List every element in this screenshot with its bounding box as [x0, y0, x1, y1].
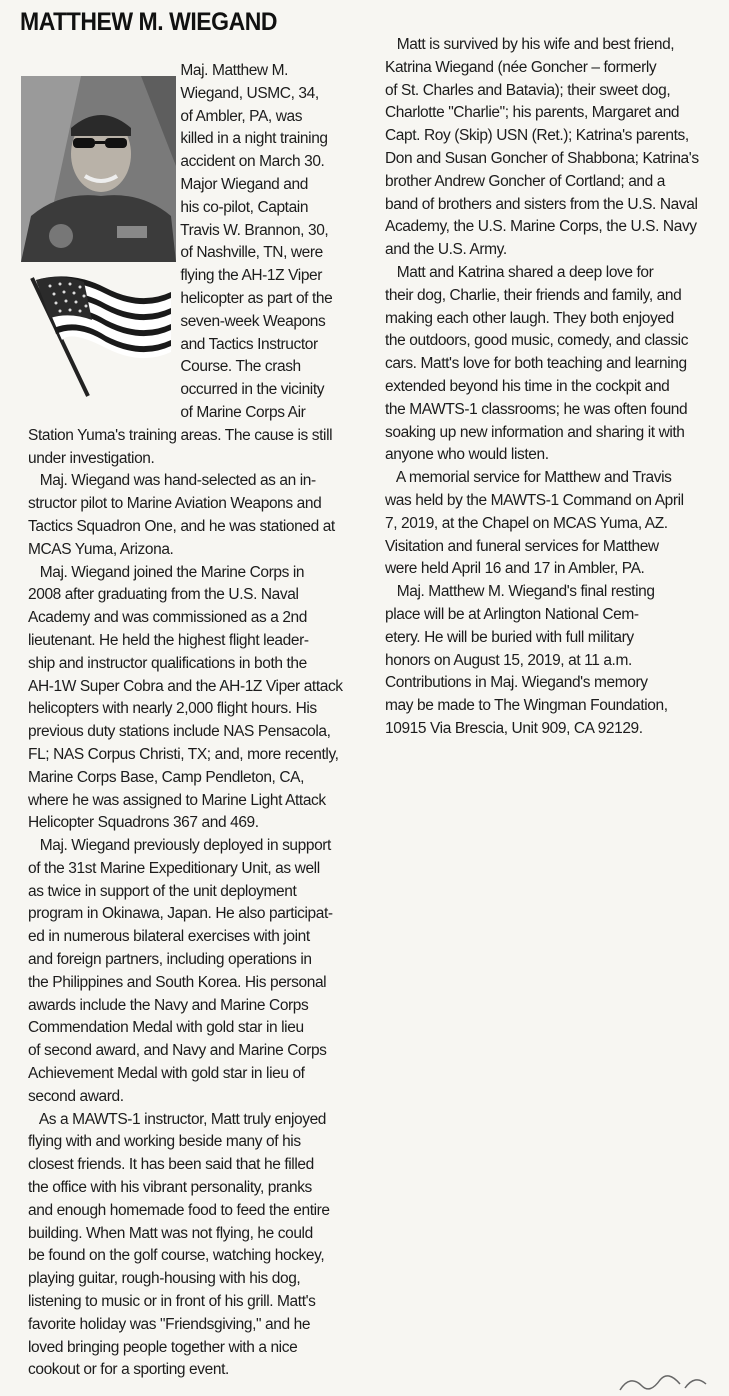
text-line: Visitation and funeral services for Matthew: [385, 537, 659, 555]
handwriting-mark-icon: [470, 1372, 720, 1396]
text-line: place will be at Arlington National Cem-: [385, 605, 639, 623]
text-line: Commendation Medal with gold star in lieu: [28, 1019, 304, 1037]
text-line: flying the AH-1Z Viper: [28, 267, 323, 285]
text-line: their dog, Charlie, their friends and family, and: [385, 286, 682, 304]
text-line: 7, 2019, at the Chapel on MCAS Yuma, AZ.: [385, 514, 668, 532]
text-line: and enough homemade food to feed the entire: [28, 1201, 330, 1219]
text-line: as twice in support of the unit deployment: [28, 882, 297, 900]
text-line: of Ambler, PA, was: [28, 107, 303, 125]
text-line: listening to music or in front of his grill. Matt's: [28, 1293, 316, 1311]
text-line: the outdoors, good music, comedy, and classic: [385, 332, 689, 350]
text-line: the Philippines and South Korea. His personal: [28, 973, 327, 991]
text-line: Tactics Squadron One, and he was stationed at: [28, 517, 335, 535]
text-line: previous duty stations include NAS Pensacola,: [28, 723, 331, 741]
text-line: of the 31st Marine Expeditionary Unit, as well: [28, 859, 320, 877]
text-line: building. When Matt was not flying, he could: [28, 1224, 313, 1242]
text-line: Station Yuma's training areas. The cause is still: [28, 426, 333, 444]
text-line: Academy and was commissioned as a 2nd: [28, 609, 307, 627]
text-line: AH-1W Super Cobra and the AH-1Z Viper attack: [28, 677, 343, 695]
obituary-title: MATTHEW M. WIEGAND: [20, 8, 278, 36]
text-line: As a MAWTS-1 instructor, Matt truly enjoyed: [28, 1110, 327, 1128]
text-line: seven-week Weapons: [28, 312, 326, 330]
article-column-right: [385, 34, 720, 741]
text-line: lieutenant. He held the highest flight leader-: [28, 631, 309, 649]
text-line: anyone who would listen.: [385, 446, 549, 464]
text-line: Maj. Wiegand was hand-selected as an in-: [28, 472, 316, 490]
text-line: playing guitar, rough-housing with his dog,: [28, 1270, 301, 1288]
text-line: and Tactics Instructor: [28, 335, 318, 353]
article-column-left: [28, 60, 373, 1382]
text-line: cars. Matt's love for both teaching and learning: [385, 355, 687, 373]
text-line: under investigation.: [28, 449, 155, 467]
text-line: the office with his vibrant personality, pranks: [28, 1179, 312, 1197]
text-line: may be made to The Wingman Foundation,: [385, 697, 668, 715]
text-line: Travis W. Brannon, 30,: [28, 221, 329, 239]
text-line: extended beyond his time in the cockpit and: [385, 377, 670, 395]
text-line: and foreign partners, including operations in: [28, 951, 312, 969]
text-line: structor pilot to Marine Aviation Weapons and: [28, 495, 322, 513]
text-line: Maj. Matthew M. Wiegand's final resting: [385, 583, 655, 601]
text-line: closest friends. It has been said that he filled: [28, 1156, 314, 1174]
text-line: favorite holiday was "Friendsgiving," and he: [28, 1315, 311, 1333]
text-line: and the U.S. Army.: [385, 241, 507, 259]
text-line: MCAS Yuma, Arizona.: [28, 540, 174, 558]
text-line: Academy, the U.S. Marine Corps, the U.S. Navy: [385, 218, 697, 236]
text-line: second award.: [28, 1087, 124, 1105]
text-line: awards include the Navy and Marine Corps: [28, 996, 309, 1014]
text-line: etery. He will be buried with full military: [385, 628, 634, 646]
text-line: killed in a night training: [28, 130, 328, 148]
text-line: flying with and working beside many of his: [28, 1133, 301, 1151]
text-line: of second award, and Navy and Marine Corps: [28, 1042, 327, 1060]
text-line: Matt and Katrina shared a deep love for: [385, 263, 654, 281]
text-line: of Nashville, TN, were: [28, 244, 323, 262]
text-line: Achievement Medal with gold star in lieu of: [28, 1065, 305, 1083]
text-line: cookout or for a sporting event.: [28, 1361, 229, 1379]
text-line: loved bringing people together with a nice: [28, 1338, 298, 1356]
text-line: helicopter as part of the: [28, 289, 333, 307]
text-line: making each other laugh. They both enjoyed: [385, 309, 674, 327]
text-line: occurred in the vicinity: [28, 381, 325, 399]
text-line: soaking up new information and sharing it with: [385, 423, 685, 441]
text-line: 2008 after graduating from the U.S. Naval: [28, 586, 299, 604]
text-line: where he was assigned to Marine Light Attack: [28, 791, 326, 809]
text-line: Marine Corps Base, Camp Pendleton, CA,: [28, 768, 304, 786]
text-line: Katrina Wiegand (née Goncher – formerly: [385, 58, 657, 76]
text-line: was held by the MAWTS-1 Command on April: [385, 491, 684, 509]
text-line: Maj. Wiegand previously deployed in support: [28, 837, 331, 855]
text-line: Capt. Roy (Skip) USN (Ret.); Katrina's parents,: [385, 127, 689, 145]
text-line: FL; NAS Corpus Christi, TX; and, more recently,: [28, 745, 339, 763]
text-line: Course. The crash: [28, 358, 301, 376]
text-line: were held April 16 and 17 in Ambler, PA.: [385, 560, 645, 578]
text-line: Major Wiegand and: [28, 175, 308, 193]
text-line: his co-pilot, Captain: [28, 198, 309, 216]
text-line: the MAWTS-1 classrooms; he was often found: [385, 400, 688, 418]
text-line: be found on the golf course, watching hockey,: [28, 1247, 325, 1265]
text-line: Charlotte "Charlie"; his parents, Margaret and: [385, 104, 680, 122]
text-line: Helicopter Squadrons 367 and 469.: [28, 814, 259, 832]
text-line: Wiegand, USMC, 34,: [28, 84, 319, 102]
text-line: Maj. Wiegand joined the Marine Corps in: [28, 563, 305, 581]
text-line: Maj. Matthew M.: [28, 62, 289, 79]
page-edge-scribble: [470, 1372, 720, 1396]
text-line: honors on August 15, 2019, at 11 a.m.: [385, 651, 632, 669]
text-line: Contributions in Maj. Wiegand's memory: [385, 674, 648, 692]
text-line: Matt is survived by his wife and best friend,: [385, 36, 675, 53]
text-line: A memorial service for Matthew and Travis: [385, 469, 672, 487]
text-line: accident on March 30.: [28, 153, 325, 171]
text-line: of Marine Corps Air: [28, 403, 306, 421]
text-line: ed in numerous bilateral exercises with joint: [28, 928, 310, 946]
text-line: brother Andrew Goncher of Cortland; and a: [385, 172, 665, 190]
text-line: ship and instructor qualifications in both the: [28, 654, 307, 672]
text-line: Don and Susan Goncher of Shabbona; Katrina's: [385, 149, 699, 167]
text-line: 10915 Via Brescia, Unit 909, CA 92129.: [385, 719, 643, 737]
text-line: band of brothers and sisters from the U.S. Naval: [385, 195, 698, 213]
text-line: helicopters with nearly 2,000 flight hours. His: [28, 700, 317, 718]
text-line: program in Okinawa, Japan. He also participat-: [28, 905, 333, 923]
text-line: of St. Charles and Batavia); their sweet dog,: [385, 81, 671, 99]
